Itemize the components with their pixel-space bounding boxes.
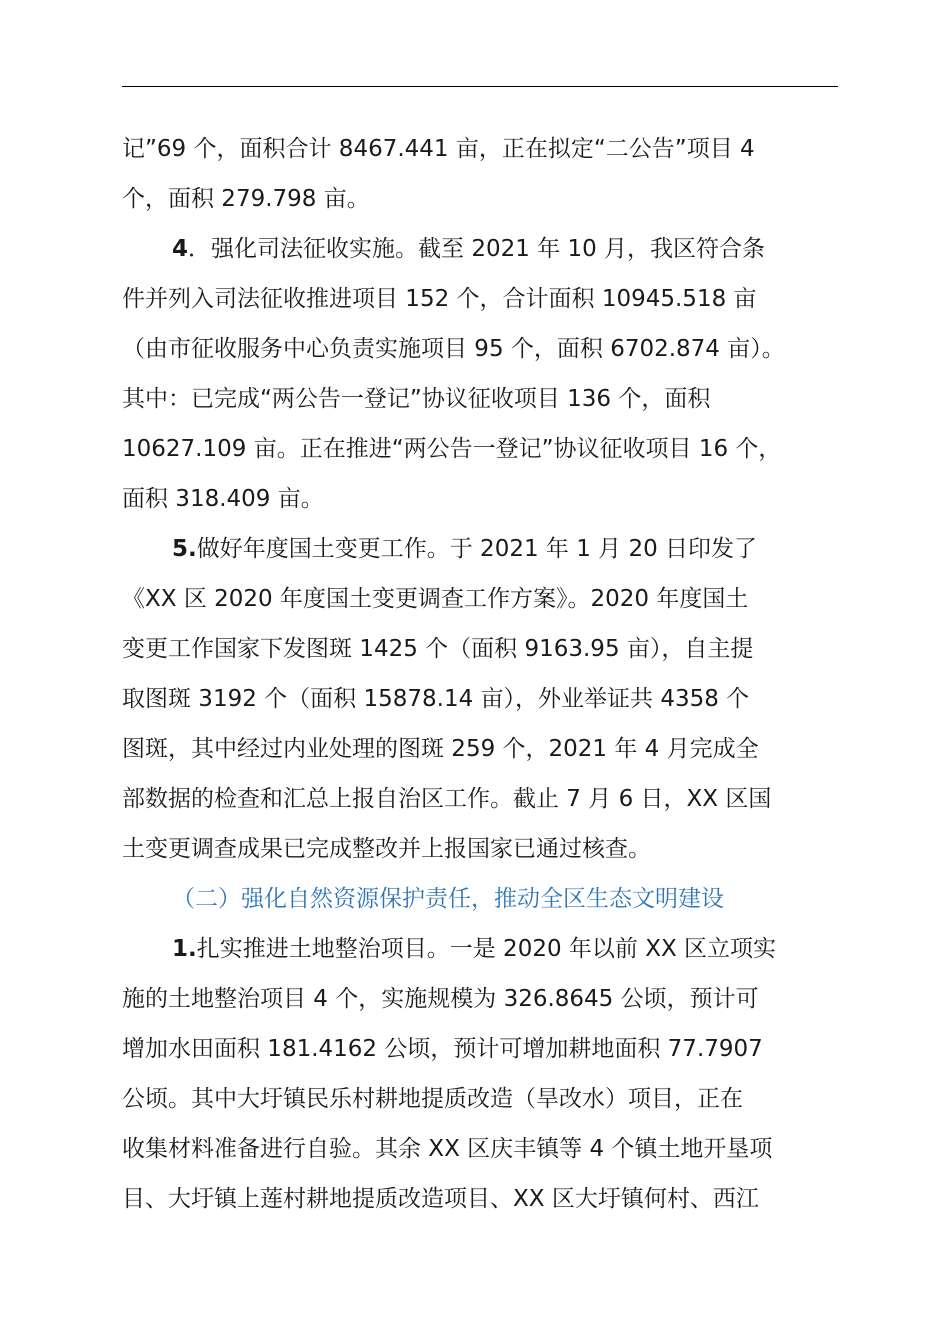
body-line: （由市征收服务中心负责实施项目 95 个，面积 6702.874 亩）。 [122, 336, 785, 362]
header-rule [122, 86, 838, 87]
item-1-heading-line: 1.扎实推进土地整治项目。一是 2020 年以前 XX 区立项实 [172, 936, 777, 962]
body-line: 其中：已完成“两公告一登记”协议征收项目 136 个，面积 [122, 386, 711, 412]
body-line: 面积 318.409 亩。 [122, 486, 324, 512]
document-body [122, 124, 838, 1224]
body-line: 公顷。其中大圩镇民乐村耕地提质改造（旱改水）项目，正在 [122, 1086, 743, 1112]
body-line: 增加水田面积 181.4162 公顷，预计可增加耕地面积 77.7907 [122, 1036, 763, 1062]
body-line: 目、大圩镇上莲村耕地提质改造项目、XX 区大圩镇何村、西江 [122, 1186, 759, 1212]
item-number: 5. [172, 536, 197, 562]
body-line: 土变更调查成果已完成整改并上报国家已通过核查。 [122, 836, 651, 862]
item-number: 1. [172, 936, 197, 962]
item-5-heading-line: 5.做好年度国土变更工作。于 2021 年 1 月 20 日印发了 [172, 536, 758, 562]
body-line: 取图斑 3192 个（面积 15878.14 亩），外业举证共 4358 个 [122, 686, 750, 712]
body-line: 收集材料准备进行自验。其余 XX 区庆丰镇等 4 个镇土地开垦项 [122, 1136, 773, 1162]
body-line: 10627.109 亩。正在推进“两公告一登记”协议征收项目 16 个， [122, 436, 782, 462]
body-line: 施的土地整治项目 4 个，实施规模为 326.8645 公顷，预计可 [122, 986, 759, 1012]
body-line: 《XX 区 2020 年度国土变更调查工作方案》。2020 年度国土 [122, 586, 749, 612]
body-line: 个，面积 279.798 亩。 [122, 186, 370, 212]
item-4-heading-line: 4．强化司法征收实施。截至 2021 年 10 月，我区符合条 [172, 236, 766, 262]
item-number: 4 [172, 236, 189, 262]
body-line: 件并列入司法征收推进项目 152 个，合计面积 10945.518 亩 [122, 286, 757, 312]
section-heading: （二）强化自然资源保护责任，推动全区生态文明建设 [172, 886, 724, 912]
body-line: 记”69 个，面积合计 8467.441 亩，正在拟定“二公告”项目 4 [122, 136, 755, 162]
body-line: 部数据的检查和汇总上报自治区工作。截止 7 月 6 日，XX 区国 [122, 786, 772, 812]
body-line: 图斑，其中经过内业处理的图斑 259 个，2021 年 4 月完成全 [122, 736, 759, 762]
body-line: 变更工作国家下发图斑 1425 个（面积 9163.95 亩），自主提 [122, 636, 754, 662]
